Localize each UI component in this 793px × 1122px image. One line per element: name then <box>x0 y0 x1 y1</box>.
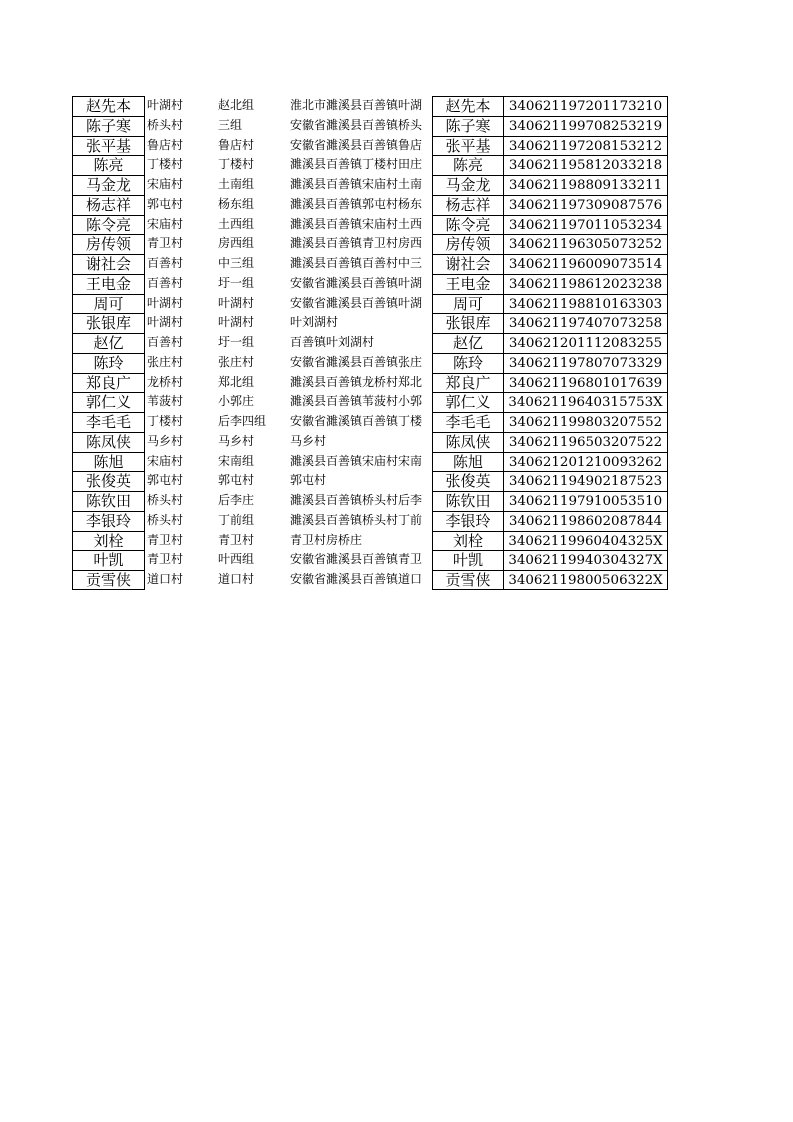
address-cell: 安徽省濉溪县百善镇叶湖 <box>290 275 423 290</box>
name-repeat-cell: 陈凤侠 <box>432 432 504 452</box>
group-cell: 张庄村 <box>218 354 255 369</box>
village-cell: 宋庙村 <box>147 453 184 468</box>
table-row <box>72 531 668 551</box>
village-cell: 桥头村 <box>147 512 184 527</box>
name-repeat-cell: 陈子寒 <box>432 116 504 136</box>
village-cell: 叶湖村 <box>147 295 184 310</box>
group-cell: 小郭庄 <box>218 394 255 409</box>
group-cell: 马乡村 <box>218 433 255 448</box>
name-cell: 王电金 <box>72 274 145 294</box>
id-number-cell: 340621196801017639 <box>504 373 668 393</box>
table-row <box>72 116 668 136</box>
name-cell: 张平基 <box>72 136 145 156</box>
name-repeat-cell: 马金龙 <box>432 175 504 195</box>
address-cell: 濉溪县百善镇百善村中三 <box>290 256 423 270</box>
address-cell: 濉溪县百善镇青卫村房西 <box>290 236 423 251</box>
village-cell: 青卫村 <box>147 552 184 567</box>
spreadsheet-table <box>72 96 668 590</box>
table-row <box>72 175 668 195</box>
address-cell: 濉溪县百善镇宋庙村土西 <box>290 216 423 231</box>
table-row <box>72 234 668 254</box>
id-number-cell: 34062119960404325X <box>504 531 668 551</box>
name-cell: 房传领 <box>72 234 145 254</box>
address-cell: 百善镇叶刘湖村 <box>290 335 375 349</box>
name-cell: 郑良广 <box>72 373 145 393</box>
name-cell: 陈玲 <box>72 353 145 373</box>
name-cell: 李银玲 <box>72 511 145 531</box>
name-repeat-cell: 张平基 <box>432 136 504 156</box>
address-cell: 安徽省濉溪县百善镇青卫 <box>290 552 423 567</box>
group-cell: 叶湖村 <box>218 315 255 330</box>
group-cell: 后李四组 <box>218 414 267 428</box>
group-cell: 杨东组 <box>218 196 255 211</box>
table-row <box>72 452 668 472</box>
name-repeat-cell: 王电金 <box>432 274 504 294</box>
name-repeat-cell: 谢社会 <box>432 254 504 274</box>
name-repeat-cell: 李银玲 <box>432 511 504 531</box>
village-cell: 青卫村 <box>147 236 184 251</box>
group-cell: 圩一组 <box>218 275 255 290</box>
village-cell: 鲁店村 <box>147 137 184 152</box>
village-cell: 丁楼村 <box>147 414 184 428</box>
table-row <box>72 215 668 235</box>
name-cell: 叶凯 <box>72 550 145 570</box>
name-cell: 陈亮 <box>72 155 145 175</box>
table-row <box>72 96 668 116</box>
name-cell: 杨志祥 <box>72 195 145 215</box>
name-cell: 周可 <box>72 294 145 314</box>
id-number-cell: 340621197201173210 <box>504 96 668 116</box>
group-cell: 圩一组 <box>218 335 255 349</box>
village-cell: 叶湖村 <box>147 98 184 112</box>
table-row <box>72 155 668 175</box>
table-row <box>72 274 668 294</box>
id-number-cell: 340621195812033218 <box>504 155 668 175</box>
address-cell: 安徽省濉溪县百善镇叶湖 <box>290 295 423 310</box>
name-cell: 陈旭 <box>72 452 145 472</box>
table-row <box>72 254 668 274</box>
group-cell: 赵北组 <box>218 98 255 112</box>
group-cell: 叶湖村 <box>218 295 255 310</box>
village-cell: 桥头村 <box>147 493 184 507</box>
table-row <box>72 570 668 590</box>
id-number-cell: 340621201112083255 <box>504 333 668 353</box>
table-row <box>72 432 668 452</box>
name-cell: 李毛毛 <box>72 412 145 432</box>
group-cell: 土南组 <box>218 177 255 191</box>
address-cell: 安徽省濉溪县百善镇道口 <box>290 572 423 586</box>
village-cell: 百善村 <box>147 256 184 270</box>
name-cell: 赵先本 <box>72 96 145 116</box>
table-row <box>72 294 668 314</box>
address-cell: 青卫村房桥庄 <box>290 532 363 547</box>
group-cell: 中三组 <box>218 256 255 270</box>
group-cell: 宋南组 <box>218 453 255 468</box>
id-number-cell: 340621198810163303 <box>504 294 668 314</box>
id-number-cell: 340621199708253219 <box>504 116 668 136</box>
group-cell: 丁楼村 <box>218 157 255 172</box>
table-row <box>72 136 668 156</box>
id-number-cell: 340621199803207552 <box>504 412 668 432</box>
name-cell: 刘栓 <box>72 531 145 551</box>
id-number-cell: 340621197208153212 <box>504 136 668 156</box>
village-cell: 张庄村 <box>147 354 184 369</box>
name-cell: 陈子寒 <box>72 116 145 136</box>
name-cell: 马金龙 <box>72 175 145 195</box>
name-repeat-cell: 周可 <box>432 294 504 314</box>
group-cell: 青卫村 <box>218 532 255 547</box>
name-cell: 郭仁义 <box>72 392 145 412</box>
table-row <box>72 471 668 491</box>
village-cell: 宋庙村 <box>147 216 184 231</box>
id-number-cell: 340621196009073514 <box>504 254 668 274</box>
name-cell: 张俊英 <box>72 471 145 491</box>
address-cell: 安徽省濉溪县百善镇桥头 <box>290 117 423 132</box>
id-number-cell: 34062119940304327X <box>504 550 668 570</box>
address-cell: 濉溪县百善镇苇菠村小郭 <box>290 394 423 409</box>
name-repeat-cell: 陈玲 <box>432 353 504 373</box>
name-repeat-cell: 陈亮 <box>432 155 504 175</box>
village-cell: 叶湖村 <box>147 315 184 330</box>
group-cell: 道口村 <box>218 572 255 586</box>
id-number-cell: 340621198602087844 <box>504 511 668 531</box>
name-repeat-cell: 郑良广 <box>432 373 504 393</box>
village-cell: 青卫村 <box>147 532 184 547</box>
name-repeat-cell: 房传领 <box>432 234 504 254</box>
table-row <box>72 392 668 412</box>
name-repeat-cell: 郭仁义 <box>432 392 504 412</box>
village-cell: 苇菠村 <box>147 394 184 409</box>
name-cell: 陈钦田 <box>72 491 145 511</box>
name-repeat-cell: 张俊英 <box>432 471 504 491</box>
name-repeat-cell: 刘栓 <box>432 531 504 551</box>
village-cell: 马乡村 <box>147 433 184 448</box>
name-repeat-cell: 张银库 <box>432 313 504 333</box>
id-number-cell: 340621194902187523 <box>504 471 668 491</box>
table-row <box>72 373 668 393</box>
name-cell: 贡雪侠 <box>72 570 145 590</box>
address-cell: 濉溪县百善镇宋庙村宋南 <box>290 453 423 468</box>
village-cell: 郭屯村 <box>147 473 184 488</box>
address-cell: 郭屯村 <box>290 473 327 488</box>
name-repeat-cell: 贡雪侠 <box>432 570 504 590</box>
address-cell: 濉溪县百善镇宋庙村土南 <box>290 177 423 191</box>
table-row <box>72 353 668 373</box>
table-row <box>72 511 668 531</box>
address-cell: 安徽省濉溪县百善镇张庄 <box>290 354 423 369</box>
village-cell: 桥头村 <box>147 117 184 132</box>
name-repeat-cell: 赵亿 <box>432 333 504 353</box>
address-cell: 濉溪县百善镇龙桥村郑北 <box>290 374 423 389</box>
id-number-cell: 340621198612023238 <box>504 274 668 294</box>
group-cell: 三组 <box>218 117 243 132</box>
id-number-cell: 340621197910053510 <box>504 491 668 511</box>
address-cell: 濉溪县百善镇丁楼村田庄 <box>290 157 423 172</box>
name-cell: 谢社会 <box>72 254 145 274</box>
table-row <box>72 195 668 215</box>
name-repeat-cell: 叶凯 <box>432 550 504 570</box>
group-cell: 房西组 <box>218 236 255 251</box>
village-cell: 宋庙村 <box>147 177 184 191</box>
name-cell: 陈令亮 <box>72 215 145 235</box>
id-number-cell: 340621201210093262 <box>504 452 668 472</box>
address-cell: 马乡村 <box>290 433 327 448</box>
address-cell: 叶刘湖村 <box>290 315 339 330</box>
address-cell: 濉溪县百善镇郭屯村杨东 <box>290 196 423 211</box>
name-cell: 赵亿 <box>72 333 145 353</box>
id-number-cell: 340621197407073258 <box>504 313 668 333</box>
village-cell: 龙桥村 <box>147 374 184 389</box>
address-cell: 安徽省濉溪镇百善镇丁楼 <box>290 414 423 428</box>
group-cell: 叶西组 <box>218 552 255 567</box>
address-cell: 安徽省濉溪县百善镇鲁店 <box>290 137 423 152</box>
table-row <box>72 333 668 353</box>
village-cell: 丁楼村 <box>147 157 184 172</box>
id-number-cell: 340621197309087576 <box>504 195 668 215</box>
table-row <box>72 412 668 432</box>
village-cell: 郭屯村 <box>147 196 184 211</box>
address-cell: 淮北市濉溪县百善镇叶湖 <box>290 98 423 112</box>
id-number-cell: 34062119640315753X <box>504 392 668 412</box>
id-number-cell: 340621197011053234 <box>504 215 668 235</box>
group-cell: 丁前组 <box>218 512 255 527</box>
name-repeat-cell: 陈旭 <box>432 452 504 472</box>
group-cell: 土西组 <box>218 216 255 231</box>
name-repeat-cell: 赵先本 <box>432 96 504 116</box>
group-cell: 郑北组 <box>218 374 255 389</box>
group-cell: 鲁店村 <box>218 137 255 152</box>
table-row <box>72 313 668 333</box>
name-repeat-cell: 陈钦田 <box>432 491 504 511</box>
table-row <box>72 550 668 570</box>
id-number-cell: 34062119800506322X <box>504 570 668 590</box>
id-number-cell: 340621196305073252 <box>504 234 668 254</box>
village-cell: 百善村 <box>147 275 184 290</box>
name-cell: 张银库 <box>72 313 145 333</box>
village-cell: 道口村 <box>147 572 184 586</box>
village-cell: 百善村 <box>147 335 184 349</box>
name-repeat-cell: 陈令亮 <box>432 215 504 235</box>
name-repeat-cell: 李毛毛 <box>432 412 504 432</box>
id-number-cell: 340621198809133211 <box>504 175 668 195</box>
table-row <box>72 491 668 511</box>
address-cell: 濉溪县百善镇桥头村后李 <box>290 493 423 507</box>
address-cell: 濉溪县百善镇桥头村丁前 <box>290 512 423 527</box>
id-number-cell: 340621196503207522 <box>504 432 668 452</box>
id-number-cell: 340621197807073329 <box>504 353 668 373</box>
group-cell: 郭屯村 <box>218 473 255 488</box>
name-cell: 陈凤侠 <box>72 432 145 452</box>
name-repeat-cell: 杨志祥 <box>432 195 504 215</box>
group-cell: 后李庄 <box>218 493 255 507</box>
